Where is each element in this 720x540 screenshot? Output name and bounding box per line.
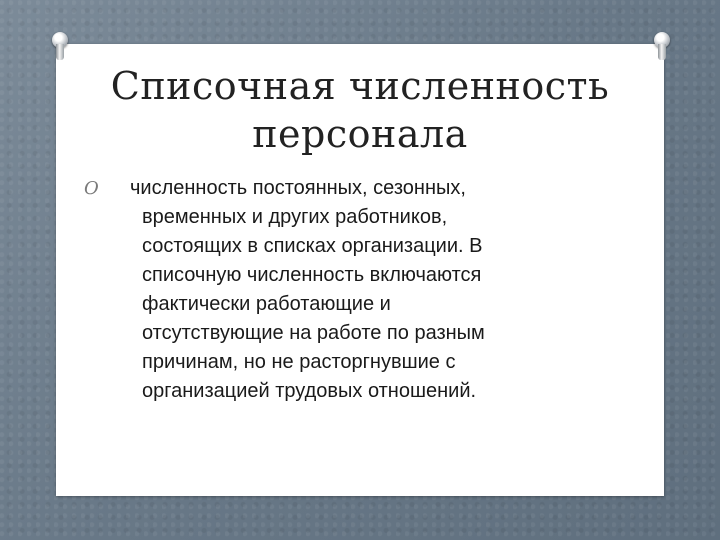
body-line: организацией трудовых отношений. xyxy=(142,380,477,402)
title-line-2: персонала xyxy=(252,112,468,156)
slide-title xyxy=(56,62,664,158)
body-line: списочную численность включаются xyxy=(142,264,482,286)
body-line: отсутствующие на работе по разным xyxy=(142,322,485,344)
title-line-1: Списочная численность xyxy=(110,64,610,108)
bullet-item xyxy=(84,174,584,406)
body-line: состоящих в списках организации. В xyxy=(142,235,483,257)
body-line: временных и других работников, xyxy=(142,206,448,228)
bullet-text xyxy=(84,174,584,406)
body-line: причинам, но не расторгнувшие с xyxy=(142,351,456,373)
body-line: фактически работающие и xyxy=(142,293,391,315)
bullet-marker: O xyxy=(84,178,99,199)
body-line: численность постоянных, сезонных, xyxy=(130,177,466,199)
pushpin-icon xyxy=(50,32,70,62)
pushpin-icon xyxy=(652,32,672,62)
